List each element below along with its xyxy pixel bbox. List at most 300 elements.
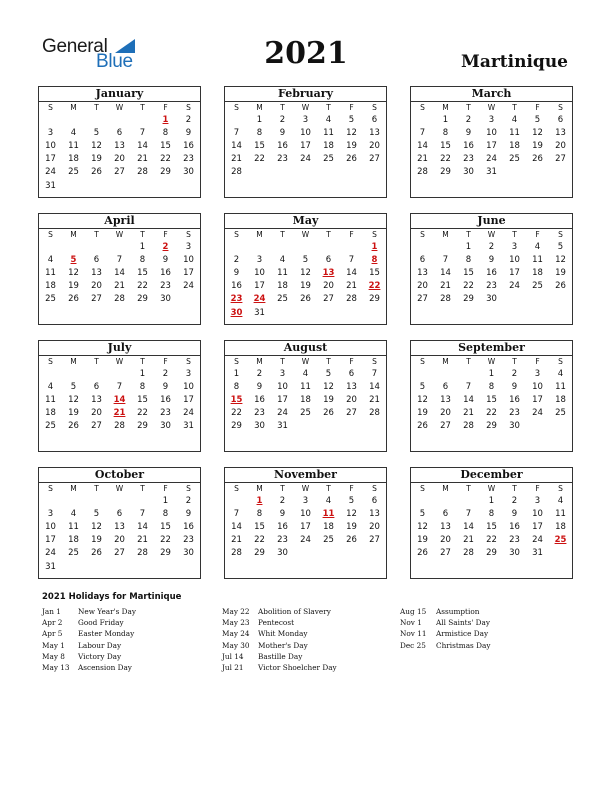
- empty-day-cell: [317, 179, 340, 192]
- day-cell: 11: [509, 127, 520, 138]
- day-cell: 4: [302, 368, 309, 379]
- empty-day-cell: [108, 367, 131, 380]
- day-cell: 22: [137, 408, 148, 419]
- empty-day-cell: [549, 560, 572, 573]
- weekday-header: T: [280, 230, 285, 239]
- empty-day-cell: [62, 240, 85, 253]
- day-cell: 1: [442, 114, 449, 125]
- day-cell: 10: [509, 254, 520, 265]
- day-cell: 14: [231, 521, 242, 532]
- day-cell: 16: [277, 521, 288, 532]
- day-cell: 30: [160, 421, 171, 432]
- day-cell: 4: [557, 368, 564, 379]
- day-cell: 17: [254, 281, 265, 292]
- day-cell: 2: [511, 495, 518, 506]
- empty-day-cell: [363, 420, 386, 433]
- weekday-header: S: [372, 357, 377, 366]
- empty-day-cell: [340, 179, 363, 192]
- holiday-date: May 23: [222, 618, 250, 628]
- weekday-header: S: [558, 484, 563, 493]
- day-cell: 23: [160, 408, 171, 419]
- day-cell: 25: [532, 281, 543, 292]
- weekday-header: M: [442, 230, 449, 239]
- weekday-header: S: [420, 357, 425, 366]
- empty-day-cell: [503, 166, 526, 179]
- weekday-header: S: [420, 484, 425, 493]
- month-name: May: [225, 214, 386, 228]
- month-day-grid: [39, 356, 200, 446]
- day-cell: 26: [346, 154, 357, 165]
- holiday-date: Dec 25: [400, 640, 426, 650]
- empty-day-cell: [248, 433, 271, 446]
- day-cell: 20: [369, 521, 380, 532]
- day-cell: 22: [486, 408, 497, 419]
- day-cell: 19: [323, 394, 334, 405]
- empty-day-cell: [225, 560, 248, 573]
- weekday-header: T: [140, 484, 145, 493]
- day-cell: 17: [300, 140, 311, 151]
- holiday-day-cell: 1: [256, 495, 263, 506]
- day-cell: 18: [323, 140, 334, 151]
- day-cell: 13: [369, 127, 380, 138]
- day-cell: 2: [279, 114, 286, 125]
- day-cell: 9: [256, 381, 263, 392]
- weekday-header: T: [280, 103, 285, 112]
- month-name: December: [411, 468, 572, 482]
- day-cell: 21: [440, 281, 451, 292]
- day-cell: 16: [160, 267, 171, 278]
- empty-day-cell: [434, 179, 457, 192]
- holiday-column: [42, 607, 136, 674]
- empty-day-cell: [411, 433, 434, 446]
- empty-day-cell: [457, 494, 480, 507]
- day-cell: 27: [440, 421, 451, 432]
- day-cell: 7: [139, 127, 146, 138]
- day-cell: 28: [463, 548, 474, 559]
- weekday-header: M: [256, 357, 263, 366]
- day-cell: 15: [254, 140, 265, 151]
- empty-day-cell: [271, 240, 294, 253]
- month-day-grid: [411, 229, 572, 319]
- empty-day-cell: [340, 560, 363, 573]
- weekday-header: M: [442, 484, 449, 493]
- empty-day-cell: [39, 306, 62, 319]
- weekday-header: T: [466, 230, 471, 239]
- weekday-header: S: [186, 103, 191, 112]
- weekday-header: S: [186, 230, 191, 239]
- day-cell: 20: [440, 408, 451, 419]
- day-cell: 5: [302, 254, 309, 265]
- day-cell: 4: [557, 495, 564, 506]
- month-calendar-november: [224, 467, 387, 579]
- day-cell: 19: [300, 281, 311, 292]
- day-cell: 3: [302, 495, 309, 506]
- day-cell: 5: [348, 114, 355, 125]
- weekday-header: W: [487, 230, 496, 239]
- empty-day-cell: [363, 179, 386, 192]
- day-cell: 20: [114, 535, 125, 546]
- empty-day-cell: [85, 494, 108, 507]
- empty-day-cell: [39, 433, 62, 446]
- day-cell: 3: [488, 114, 495, 125]
- weekday-header: W: [301, 103, 310, 112]
- empty-day-cell: [363, 166, 386, 179]
- day-cell: 12: [91, 521, 102, 532]
- day-cell: 11: [45, 394, 56, 405]
- day-cell: 17: [183, 267, 194, 278]
- empty-day-cell: [62, 433, 85, 446]
- day-cell: 24: [486, 154, 497, 165]
- day-cell: 8: [139, 254, 146, 265]
- day-cell: 5: [70, 381, 77, 392]
- holiday-day-cell: 1: [162, 114, 169, 125]
- empty-day-cell: [39, 113, 62, 126]
- month-name: November: [225, 468, 386, 482]
- day-cell: 25: [277, 294, 288, 305]
- empty-day-cell: [457, 560, 480, 573]
- holiday-date: May 1: [42, 640, 65, 650]
- month-day-grid: [225, 102, 386, 192]
- empty-day-cell: [317, 433, 340, 446]
- empty-day-cell: [434, 306, 457, 319]
- day-cell: 4: [279, 254, 286, 265]
- day-cell: 24: [300, 535, 311, 546]
- weekday-header: F: [163, 484, 168, 493]
- empty-day-cell: [434, 560, 457, 573]
- day-cell: 29: [369, 294, 380, 305]
- day-cell: 16: [231, 281, 242, 292]
- weekday-header: S: [372, 484, 377, 493]
- holiday-entry: [42, 652, 136, 663]
- day-cell: 14: [463, 521, 474, 532]
- weekday-header: S: [372, 103, 377, 112]
- empty-day-cell: [294, 547, 317, 560]
- holiday-name: Assumption: [436, 607, 480, 616]
- empty-day-cell: [108, 494, 131, 507]
- empty-day-cell: [271, 306, 294, 319]
- day-cell: 7: [116, 254, 123, 265]
- day-cell: 2: [511, 368, 518, 379]
- holiday-name: Labour Day: [78, 640, 122, 650]
- empty-day-cell: [85, 560, 108, 573]
- holiday-day-cell: 25: [554, 535, 567, 546]
- empty-day-cell: [62, 494, 85, 507]
- day-cell: 8: [162, 127, 169, 138]
- day-cell: 9: [162, 254, 169, 265]
- weekday-header: T: [512, 103, 517, 112]
- day-cell: 19: [91, 154, 102, 165]
- holiday-name: Easter Monday: [78, 629, 135, 639]
- empty-day-cell: [480, 306, 503, 319]
- day-cell: 27: [91, 421, 102, 432]
- day-cell: 18: [45, 281, 56, 292]
- day-cell: 7: [139, 508, 146, 519]
- day-cell: 8: [233, 381, 240, 392]
- day-cell: 18: [68, 535, 79, 546]
- day-cell: 14: [231, 140, 242, 151]
- day-cell: 5: [93, 127, 100, 138]
- empty-day-cell: [225, 113, 248, 126]
- holiday-date: Nov 1: [400, 618, 422, 628]
- empty-day-cell: [434, 367, 457, 380]
- day-cell: 28: [417, 167, 428, 178]
- day-cell: 31: [532, 548, 543, 559]
- day-cell: 11: [68, 521, 79, 532]
- empty-day-cell: [294, 306, 317, 319]
- empty-day-cell: [411, 306, 434, 319]
- day-cell: 29: [137, 421, 148, 432]
- day-cell: 11: [68, 140, 79, 151]
- empty-day-cell: [317, 166, 340, 179]
- empty-day-cell: [154, 179, 177, 192]
- day-cell: 4: [511, 114, 518, 125]
- day-cell: 15: [137, 267, 148, 278]
- empty-day-cell: [108, 560, 131, 573]
- day-cell: 26: [300, 294, 311, 305]
- weekday-header: T: [466, 357, 471, 366]
- day-cell: 10: [277, 381, 288, 392]
- holiday-date: May 8: [42, 651, 65, 661]
- day-cell: 24: [183, 408, 194, 419]
- day-cell: 4: [47, 381, 54, 392]
- month-calendar-april: [38, 213, 201, 325]
- weekday-header: F: [535, 230, 540, 239]
- empty-day-cell: [526, 420, 549, 433]
- empty-day-cell: [62, 306, 85, 319]
- weekday-header: M: [70, 357, 77, 366]
- day-cell: 8: [139, 381, 146, 392]
- day-cell: 30: [463, 167, 474, 178]
- day-cell: 29: [137, 294, 148, 305]
- empty-day-cell: [526, 179, 549, 192]
- weekday-header: F: [349, 357, 354, 366]
- weekday-header: F: [349, 103, 354, 112]
- holiday-entry: [222, 618, 337, 629]
- day-cell: 26: [346, 535, 357, 546]
- day-cell: 1: [465, 241, 472, 252]
- empty-day-cell: [526, 306, 549, 319]
- day-cell: 18: [532, 267, 543, 278]
- weekday-header: W: [115, 230, 124, 239]
- month-day-grid: [39, 483, 200, 573]
- empty-day-cell: [177, 560, 200, 573]
- month-name: March: [411, 87, 572, 101]
- day-cell: 6: [371, 114, 378, 125]
- day-cell: 20: [114, 154, 125, 165]
- day-cell: 31: [486, 167, 497, 178]
- day-cell: 15: [137, 394, 148, 405]
- empty-day-cell: [131, 113, 154, 126]
- empty-day-cell: [363, 560, 386, 573]
- weekday-header: F: [535, 357, 540, 366]
- weekday-header: S: [48, 230, 53, 239]
- weekday-header: S: [48, 103, 53, 112]
- day-cell: 28: [463, 421, 474, 432]
- day-cell: 21: [231, 154, 242, 165]
- empty-day-cell: [549, 166, 572, 179]
- holiday-name: Bastille Day: [258, 651, 303, 661]
- day-cell: 24: [509, 281, 520, 292]
- weekday-header: S: [48, 357, 53, 366]
- day-cell: 26: [91, 167, 102, 178]
- weekday-header: T: [326, 357, 331, 366]
- holiday-name: Mother's Day: [258, 640, 308, 650]
- empty-day-cell: [248, 179, 271, 192]
- day-cell: 10: [532, 508, 543, 519]
- empty-day-cell: [62, 560, 85, 573]
- holiday-day-cell: 14: [113, 394, 126, 405]
- day-cell: 18: [277, 281, 288, 292]
- weekday-header: T: [94, 357, 99, 366]
- day-cell: 2: [256, 368, 263, 379]
- day-cell: 10: [183, 254, 194, 265]
- weekday-header: T: [140, 357, 145, 366]
- holiday-entry: [222, 641, 337, 652]
- day-cell: 17: [277, 394, 288, 405]
- holidays-title: 2021 Holidays for Martinique: [42, 592, 182, 602]
- empty-day-cell: [225, 433, 248, 446]
- day-cell: 1: [488, 495, 495, 506]
- month-calendar-may: [224, 213, 387, 325]
- day-cell: 29: [486, 548, 497, 559]
- empty-day-cell: [248, 560, 271, 573]
- day-cell: 28: [346, 294, 357, 305]
- empty-day-cell: [108, 179, 131, 192]
- day-cell: 28: [231, 548, 242, 559]
- day-cell: 15: [160, 140, 171, 151]
- day-cell: 1: [233, 368, 240, 379]
- day-cell: 20: [555, 140, 566, 151]
- day-cell: 31: [45, 561, 56, 572]
- day-cell: 23: [160, 281, 171, 292]
- empty-day-cell: [480, 179, 503, 192]
- day-cell: 20: [323, 281, 334, 292]
- day-cell: 13: [440, 521, 451, 532]
- day-cell: 7: [233, 508, 240, 519]
- day-cell: 17: [45, 154, 56, 165]
- day-cell: 17: [45, 535, 56, 546]
- day-cell: 25: [68, 167, 79, 178]
- day-cell: 27: [114, 167, 125, 178]
- day-cell: 26: [91, 548, 102, 559]
- weekday-header: S: [234, 103, 239, 112]
- empty-day-cell: [85, 113, 108, 126]
- day-cell: 9: [465, 127, 472, 138]
- day-cell: 28: [231, 167, 242, 178]
- month-calendar-october: [38, 467, 201, 579]
- weekday-header: F: [535, 484, 540, 493]
- empty-day-cell: [154, 560, 177, 573]
- month-day-grid: [225, 229, 386, 319]
- day-cell: 12: [91, 140, 102, 151]
- day-cell: 2: [233, 254, 240, 265]
- day-cell: 6: [93, 381, 100, 392]
- holiday-day-cell: 13: [322, 267, 335, 278]
- day-cell: 18: [300, 394, 311, 405]
- day-cell: 17: [183, 394, 194, 405]
- day-cell: 25: [323, 535, 334, 546]
- empty-day-cell: [131, 494, 154, 507]
- weekday-header: S: [234, 357, 239, 366]
- day-cell: 23: [509, 535, 520, 546]
- day-cell: 8: [488, 508, 495, 519]
- day-cell: 30: [183, 167, 194, 178]
- holiday-day-cell: 1: [371, 241, 378, 252]
- weekday-header: M: [70, 230, 77, 239]
- month-day-grid: [225, 356, 386, 446]
- month-calendar-august: [224, 340, 387, 452]
- day-cell: 10: [254, 267, 265, 278]
- day-cell: 12: [300, 267, 311, 278]
- empty-day-cell: [411, 367, 434, 380]
- empty-day-cell: [526, 166, 549, 179]
- day-cell: 27: [114, 548, 125, 559]
- day-cell: 15: [486, 394, 497, 405]
- day-cell: 30: [509, 421, 520, 432]
- empty-day-cell: [411, 179, 434, 192]
- empty-day-cell: [131, 179, 154, 192]
- holiday-entry: [400, 629, 490, 640]
- day-cell: 26: [68, 294, 79, 305]
- holiday-entry: [400, 641, 490, 652]
- weekday-header: W: [115, 357, 124, 366]
- empty-day-cell: [85, 179, 108, 192]
- weekday-header: M: [256, 230, 263, 239]
- empty-day-cell: [549, 433, 572, 446]
- day-cell: 28: [369, 408, 380, 419]
- day-cell: 31: [277, 421, 288, 432]
- holiday-entry: [222, 629, 337, 640]
- day-cell: 15: [440, 140, 451, 151]
- holiday-entry: [42, 629, 136, 640]
- day-cell: 4: [534, 241, 541, 252]
- weekday-header: M: [442, 103, 449, 112]
- weekday-header: M: [70, 484, 77, 493]
- day-cell: 20: [369, 140, 380, 151]
- empty-day-cell: [317, 547, 340, 560]
- day-cell: 31: [45, 180, 56, 191]
- logo-word-blue: Blue: [96, 51, 133, 72]
- holiday-day-cell: 8: [371, 254, 378, 265]
- holiday-entry: [222, 663, 337, 674]
- weekday-header: T: [326, 230, 331, 239]
- empty-day-cell: [411, 113, 434, 126]
- day-cell: 21: [417, 154, 428, 165]
- day-cell: 5: [325, 368, 332, 379]
- day-cell: 13: [114, 140, 125, 151]
- empty-day-cell: [154, 306, 177, 319]
- holiday-date: Apr 2: [42, 618, 63, 628]
- day-cell: 6: [442, 508, 449, 519]
- day-cell: 27: [346, 408, 357, 419]
- empty-day-cell: [363, 306, 386, 319]
- weekday-header: S: [234, 484, 239, 493]
- day-cell: 18: [509, 140, 520, 151]
- empty-day-cell: [317, 240, 340, 253]
- weekday-header: S: [558, 230, 563, 239]
- weekday-header: F: [535, 103, 540, 112]
- holiday-date: Nov 11: [400, 629, 427, 639]
- day-cell: 1: [162, 495, 169, 506]
- day-cell: 25: [509, 154, 520, 165]
- day-cell: 5: [348, 495, 355, 506]
- weekday-header: S: [186, 484, 191, 493]
- day-cell: 10: [300, 127, 311, 138]
- weekday-header: W: [487, 103, 496, 112]
- weekday-header: W: [115, 103, 124, 112]
- day-cell: 10: [183, 381, 194, 392]
- weekday-header: S: [48, 484, 53, 493]
